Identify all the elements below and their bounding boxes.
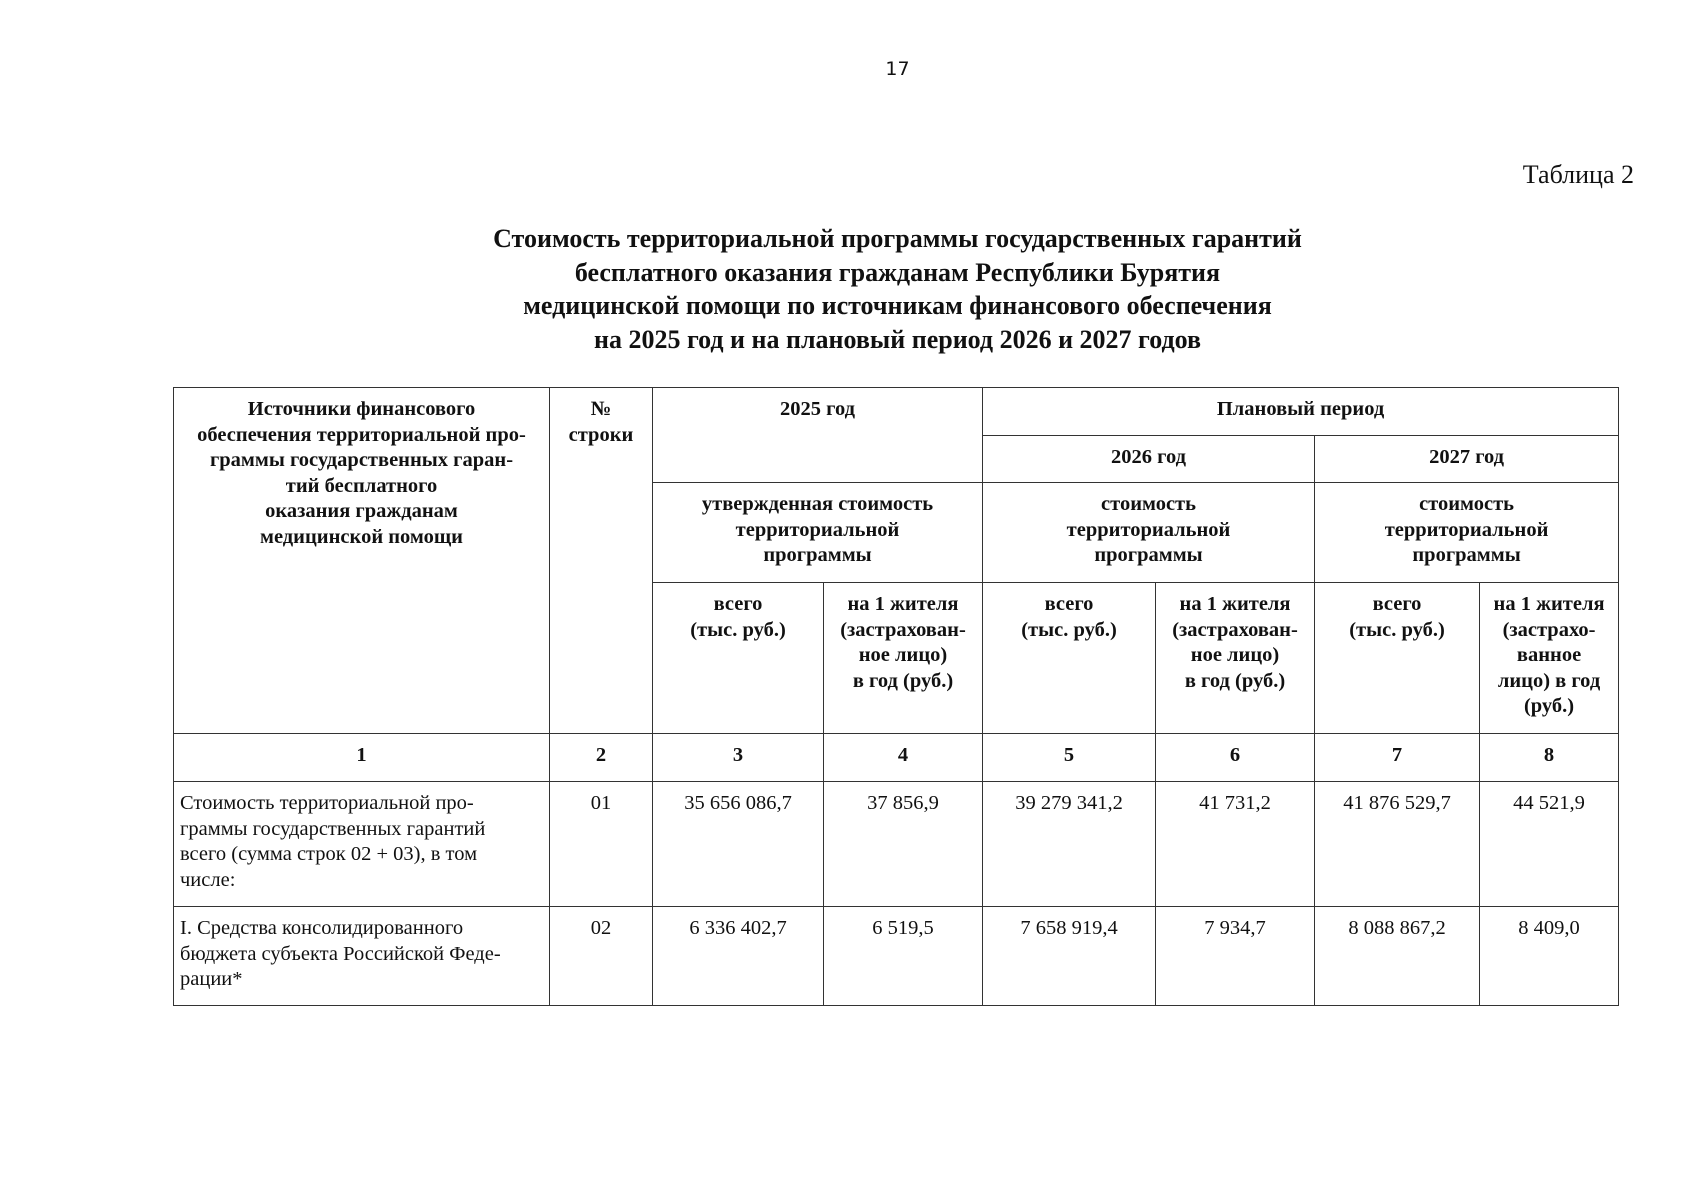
header-per-capita-2025-label: на 1 жителя (застрахован- ное лицо) в год (руб.) [840, 593, 966, 692]
column-number: 4 [824, 734, 983, 782]
header-planned-period: Плановый период [983, 388, 1619, 436]
header-cost-2027 [1315, 483, 1619, 583]
column-number: 6 [1156, 734, 1315, 782]
header-cost-2026-label: стоимость территориальной программы [1066, 493, 1231, 566]
total-2025-cell: 6 336 402,7 [653, 907, 824, 1006]
per-capita-2026-cell: 41 731,2 [1156, 782, 1315, 907]
title-line: бесплатного оказания гражданам Республики Бурятия [574, 257, 1221, 287]
document-title [0, 222, 1698, 356]
title-line: Стоимость территориальной программы государственных гарантий [493, 224, 1302, 253]
column-number-row [174, 734, 1619, 782]
cost-table [173, 387, 1619, 1006]
column-number: 2 [550, 734, 653, 782]
title-line: медицинской помощи по источникам финансового обеспечения [523, 291, 1272, 320]
per-capita-2025-cell: 6 519,5 [824, 907, 983, 1006]
row-source-cell [174, 907, 550, 1006]
total-2026-cell: 7 658 919,4 [983, 907, 1156, 1006]
header-total-2025-label: всего (тыс. руб.) [690, 593, 786, 641]
row-source-label: I. Средства консолидированного бюджета субъекта Российской Феде- рации* [180, 917, 501, 990]
header-per-capita-2026 [1156, 583, 1315, 734]
header-row [174, 388, 1619, 436]
table-label: Таблица 2 [1522, 160, 1634, 189]
row-source-label: Стоимость территориальной про- граммы государственных гарантий всего (сумма строк 02 + 03), в том числе: [180, 792, 486, 891]
header-per-capita-2026-label: на 1 жителя (застрахован- ное лицо) в год (руб.) [1172, 593, 1298, 692]
per-capita-2027-cell: 44 521,9 [1480, 782, 1619, 907]
header-source-cell [174, 388, 550, 734]
header-total-2026 [983, 583, 1156, 734]
column-number: 5 [983, 734, 1156, 782]
total-2027-cell: 41 876 529,7 [1315, 782, 1480, 907]
row-number-cell: 02 [550, 907, 653, 1006]
per-capita-2027-cell: 8 409,0 [1480, 907, 1619, 1006]
header-cost-2025 [653, 483, 983, 583]
per-capita-2025-cell: 37 856,9 [824, 782, 983, 907]
header-cost-2025-label: утвержденная стоимость территориальной программы [701, 493, 934, 566]
table-row [174, 782, 1619, 907]
column-number: 8 [1480, 734, 1619, 782]
header-total-2025 [653, 583, 824, 734]
header-year-2027: 2027 год [1315, 436, 1619, 483]
header-year-2026: 2026 год [983, 436, 1315, 483]
column-number: 1 [174, 734, 550, 782]
header-cost-2026 [983, 483, 1315, 583]
header-per-capita-2027 [1480, 583, 1619, 734]
header-per-capita-2027-label: на 1 жителя (застрахо- ванное лицо) в год (руб.) [1493, 593, 1605, 717]
header-cost-2027-label: стоимость территориальной программы [1384, 493, 1549, 566]
header-source-label: Источники финансового обеспечения территориальной про- граммы государственных гаран- тий бесплатного оказания гражданам медицинской помощи [197, 398, 526, 548]
header-row-number-cell [550, 388, 653, 734]
total-2025-cell: 35 656 086,7 [653, 782, 824, 907]
header-total-2026-label: всего (тыс. руб.) [1021, 593, 1117, 641]
header-total-2027-label: всего (тыс. руб.) [1349, 593, 1445, 641]
header-year-2025: 2025 год [653, 388, 983, 483]
per-capita-2026-cell: 7 934,7 [1156, 907, 1315, 1006]
page-number: 17 [885, 58, 910, 80]
title-line: на 2025 год и на плановый период 2026 и 2027 годов [593, 324, 1202, 354]
total-2026-cell: 39 279 341,2 [983, 782, 1156, 907]
total-2027-cell: 8 088 867,2 [1315, 907, 1480, 1006]
column-number: 3 [653, 734, 824, 782]
row-source-cell [174, 782, 550, 907]
column-number: 7 [1315, 734, 1480, 782]
header-per-capita-2025 [824, 583, 983, 734]
row-number-cell: 01 [550, 782, 653, 907]
header-row-number-label: № строки [568, 398, 634, 446]
header-total-2027 [1315, 583, 1480, 734]
table-row [174, 907, 1619, 1006]
